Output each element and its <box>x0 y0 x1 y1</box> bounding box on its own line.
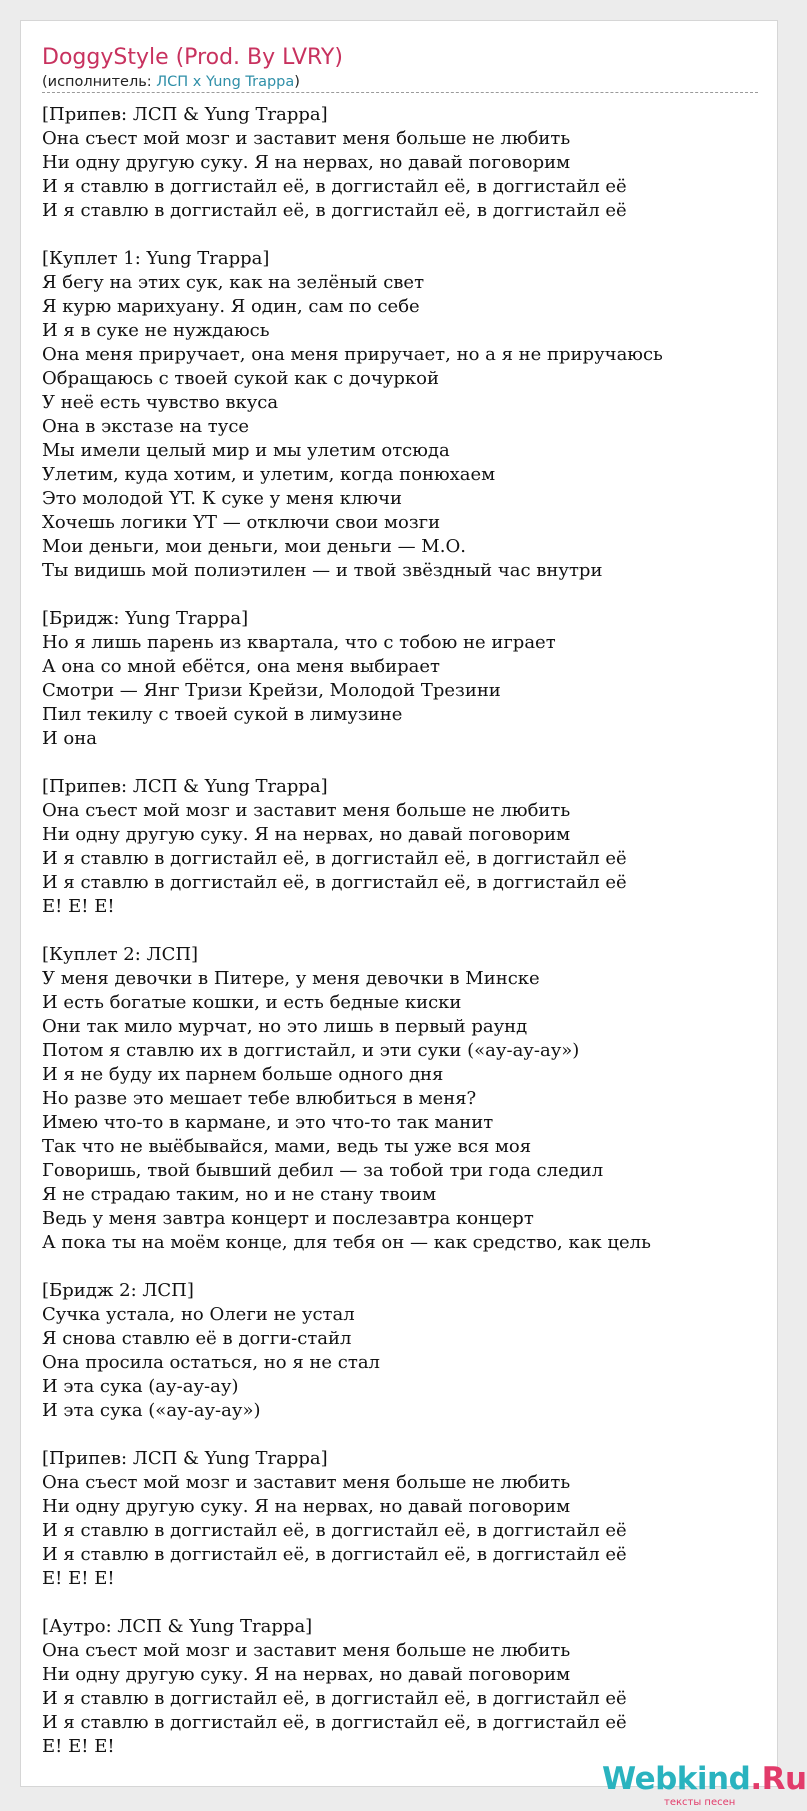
stanza-heading: [Бридж: Yung Trappa] <box>42 608 249 629</box>
lyrics-stanza <box>42 247 762 583</box>
lyric-line: Ни одну другую суку. Я на нервах, но давай поговорим <box>42 824 571 845</box>
lyric-line: И есть богатые кошки, и есть бедные киски <box>42 992 462 1013</box>
lyric-line: Е! Е! Е! <box>42 896 115 917</box>
lyrics-stanza <box>42 103 762 223</box>
lyric-line: И я в суке не нуждаюсь <box>42 320 270 341</box>
lyric-line: И я ставлю в доггистайл её, в доггистайл её, в доггистайл её <box>42 176 627 197</box>
logo-wordmark <box>602 1761 807 1797</box>
stanza-heading: [Припев: ЛСП & Yung Trappa] <box>42 104 328 125</box>
artist-link[interactable]: ЛСП x Yung Trappa <box>156 74 295 90</box>
lyric-line: А она со мной ебётся, она меня выбирает <box>42 656 440 677</box>
stanza-heading: [Бридж 2: ЛСП] <box>42 1280 194 1301</box>
lyric-line: Она съест мой мозг и заставит меня больше не любить <box>42 128 571 149</box>
lyric-line: Мы имели целый мир и мы улетим отсюда <box>42 440 450 461</box>
lyric-line: Я снова ставлю её в догги-стайл <box>42 1328 352 1349</box>
artist-suffix: ) <box>294 74 300 90</box>
logo-tld-text: .Ru <box>750 1761 807 1797</box>
lyric-line: Она в экстазе на тусе <box>42 416 250 437</box>
lyric-line: Но я лишь парень из квартала, что с тобою не играет <box>42 632 556 653</box>
stanza-heading: [Куплет 2: ЛСП] <box>42 944 199 965</box>
lyric-line: А пока ты на моём конце, для тебя он — как средство, как цель <box>42 1232 651 1253</box>
logo-tagline: тексты песен <box>664 1797 736 1808</box>
lyric-line: И я не буду их парнем больше одного дня <box>42 1064 444 1085</box>
lyric-line: Я не страдаю таким, но и не стану твоим <box>42 1184 437 1205</box>
lyric-line: И я ставлю в доггистайл её, в доггистайл её, в доггистайл её <box>42 1712 627 1733</box>
lyric-line: И я ставлю в доггистайл её, в доггистайл её, в доггистайл её <box>42 872 627 893</box>
lyric-line: Она съест мой мозг и заставит меня больше не любить <box>42 800 571 821</box>
lyric-line: Ведь у меня завтра концерт и послезавтра концерт <box>42 1208 534 1229</box>
lyric-line: Е! Е! Е! <box>42 1736 115 1757</box>
lyric-line: Мои деньги, мои деньги, мои деньги — М.О. <box>42 536 466 557</box>
lyric-line: Так что не выёбывайся, мами, ведь ты уже вся моя <box>42 1136 532 1157</box>
lyric-line: Хочешь логики YT — отключи свои мозги <box>42 512 441 533</box>
lyric-line: И я ставлю в доггистайл её, в доггистайл её, в доггистайл её <box>42 200 627 221</box>
lyric-line: Она меня приручает, она меня приручает, но а я не приручаюсь <box>42 344 663 365</box>
lyric-line: И я ставлю в доггистайл её, в доггистайл её, в доггистайл её <box>42 1544 627 1565</box>
lyric-line: Е! Е! Е! <box>42 1568 115 1589</box>
stanza-heading: [Припев: ЛСП & Yung Trappa] <box>42 1448 328 1469</box>
lyric-line: Пил текилу с твоей сукой в лимузине <box>42 704 403 725</box>
lyric-line: Обращаюсь с твоей сукой как с дочуркой <box>42 368 439 389</box>
lyric-line: И эта сука (ау-ау-ау) <box>42 1376 239 1397</box>
lyric-line: Ни одну другую суку. Я на нервах, но давай поговорим <box>42 1664 571 1685</box>
lyric-line: Ни одну другую суку. Я на нервах, но давай поговорим <box>42 1496 571 1517</box>
site-logo[interactable] <box>602 1761 807 1811</box>
lyric-line: Они так мило мурчат, но это лишь в первый раунд <box>42 1016 528 1037</box>
lyric-line: Она просила остаться, но я не стал <box>42 1352 380 1373</box>
lyrics-stanza <box>42 1615 762 1759</box>
lyric-line: И она <box>42 728 97 749</box>
lyric-line: Улетим, куда хотим, и улетим, когда понюхаем <box>42 464 496 485</box>
lyric-line: Я бегу на этих сук, как на зелёный свет <box>42 272 425 293</box>
lyrics-stanza <box>42 1279 762 1423</box>
lyric-line: Ты видишь мой полиэтилен — и твой звёздный час внутри <box>42 560 603 581</box>
lyrics-stanza <box>42 1447 762 1591</box>
lyric-line: У меня девочки в Питере, у меня девочки в Минске <box>42 968 540 989</box>
lyric-line: И я ставлю в доггистайл её, в доггистайл её, в доггистайл её <box>42 1688 627 1709</box>
lyrics-stanza <box>42 943 762 1255</box>
lyric-line: У неё есть чувство вкуса <box>42 392 279 413</box>
lyric-line: Смотри — Янг Тризи Крейзи, Молодой Трезини <box>42 680 501 701</box>
lyric-line: И эта сука («ау-ау-ау») <box>42 1400 261 1421</box>
lyrics-stanza <box>42 607 762 751</box>
lyric-line: И я ставлю в доггистайл её, в доггистайл её, в доггистайл её <box>42 848 627 869</box>
logo-main-text: Webkind <box>602 1761 751 1797</box>
lyric-line: И я ставлю в доггистайл её, в доггистайл её, в доггистайл её <box>42 1520 627 1541</box>
lyrics-stanza <box>42 775 762 919</box>
lyric-line: Имею что-то в кармане, и это что-то так манит <box>42 1112 494 1133</box>
lyrics-card <box>20 20 807 1808</box>
lyric-line: Но разве это мешает тебе влюбиться в меня? <box>42 1088 477 1109</box>
song-title: DoggyStyle (Prod. By LVRY) <box>42 45 343 70</box>
lyric-line: Потом я ставлю их в доггистайл, и эти суки («ау-ау-ау») <box>42 1040 580 1061</box>
lyrics-body <box>42 103 762 1783</box>
lyric-line: Она съест мой мозг и заставит меня больше не любить <box>42 1640 571 1661</box>
lyric-line: Сучка устала, но Олеги не устал <box>42 1304 355 1325</box>
artist-line <box>42 72 758 93</box>
artist-prefix: (исполнитель: <box>42 74 157 90</box>
lyric-line: Это молодой YT. К суке у меня ключи <box>42 488 402 509</box>
stanza-heading: [Куплет 1: Yung Trappa] <box>42 248 270 269</box>
lyric-line: Ни одну другую суку. Я на нервах, но давай поговорим <box>42 152 571 173</box>
lyric-line: Она съест мой мозг и заставит меня больше не любить <box>42 1472 571 1493</box>
stanza-heading: [Аутро: ЛСП & Yung Trappa] <box>42 1616 313 1637</box>
lyric-line: Я курю марихуану. Я один, сам по себе <box>42 296 420 317</box>
lyric-line: Говоришь, твой бывший дебил — за тобой три года следил <box>42 1160 604 1181</box>
stanza-heading: [Припев: ЛСП & Yung Trappa] <box>42 776 328 797</box>
